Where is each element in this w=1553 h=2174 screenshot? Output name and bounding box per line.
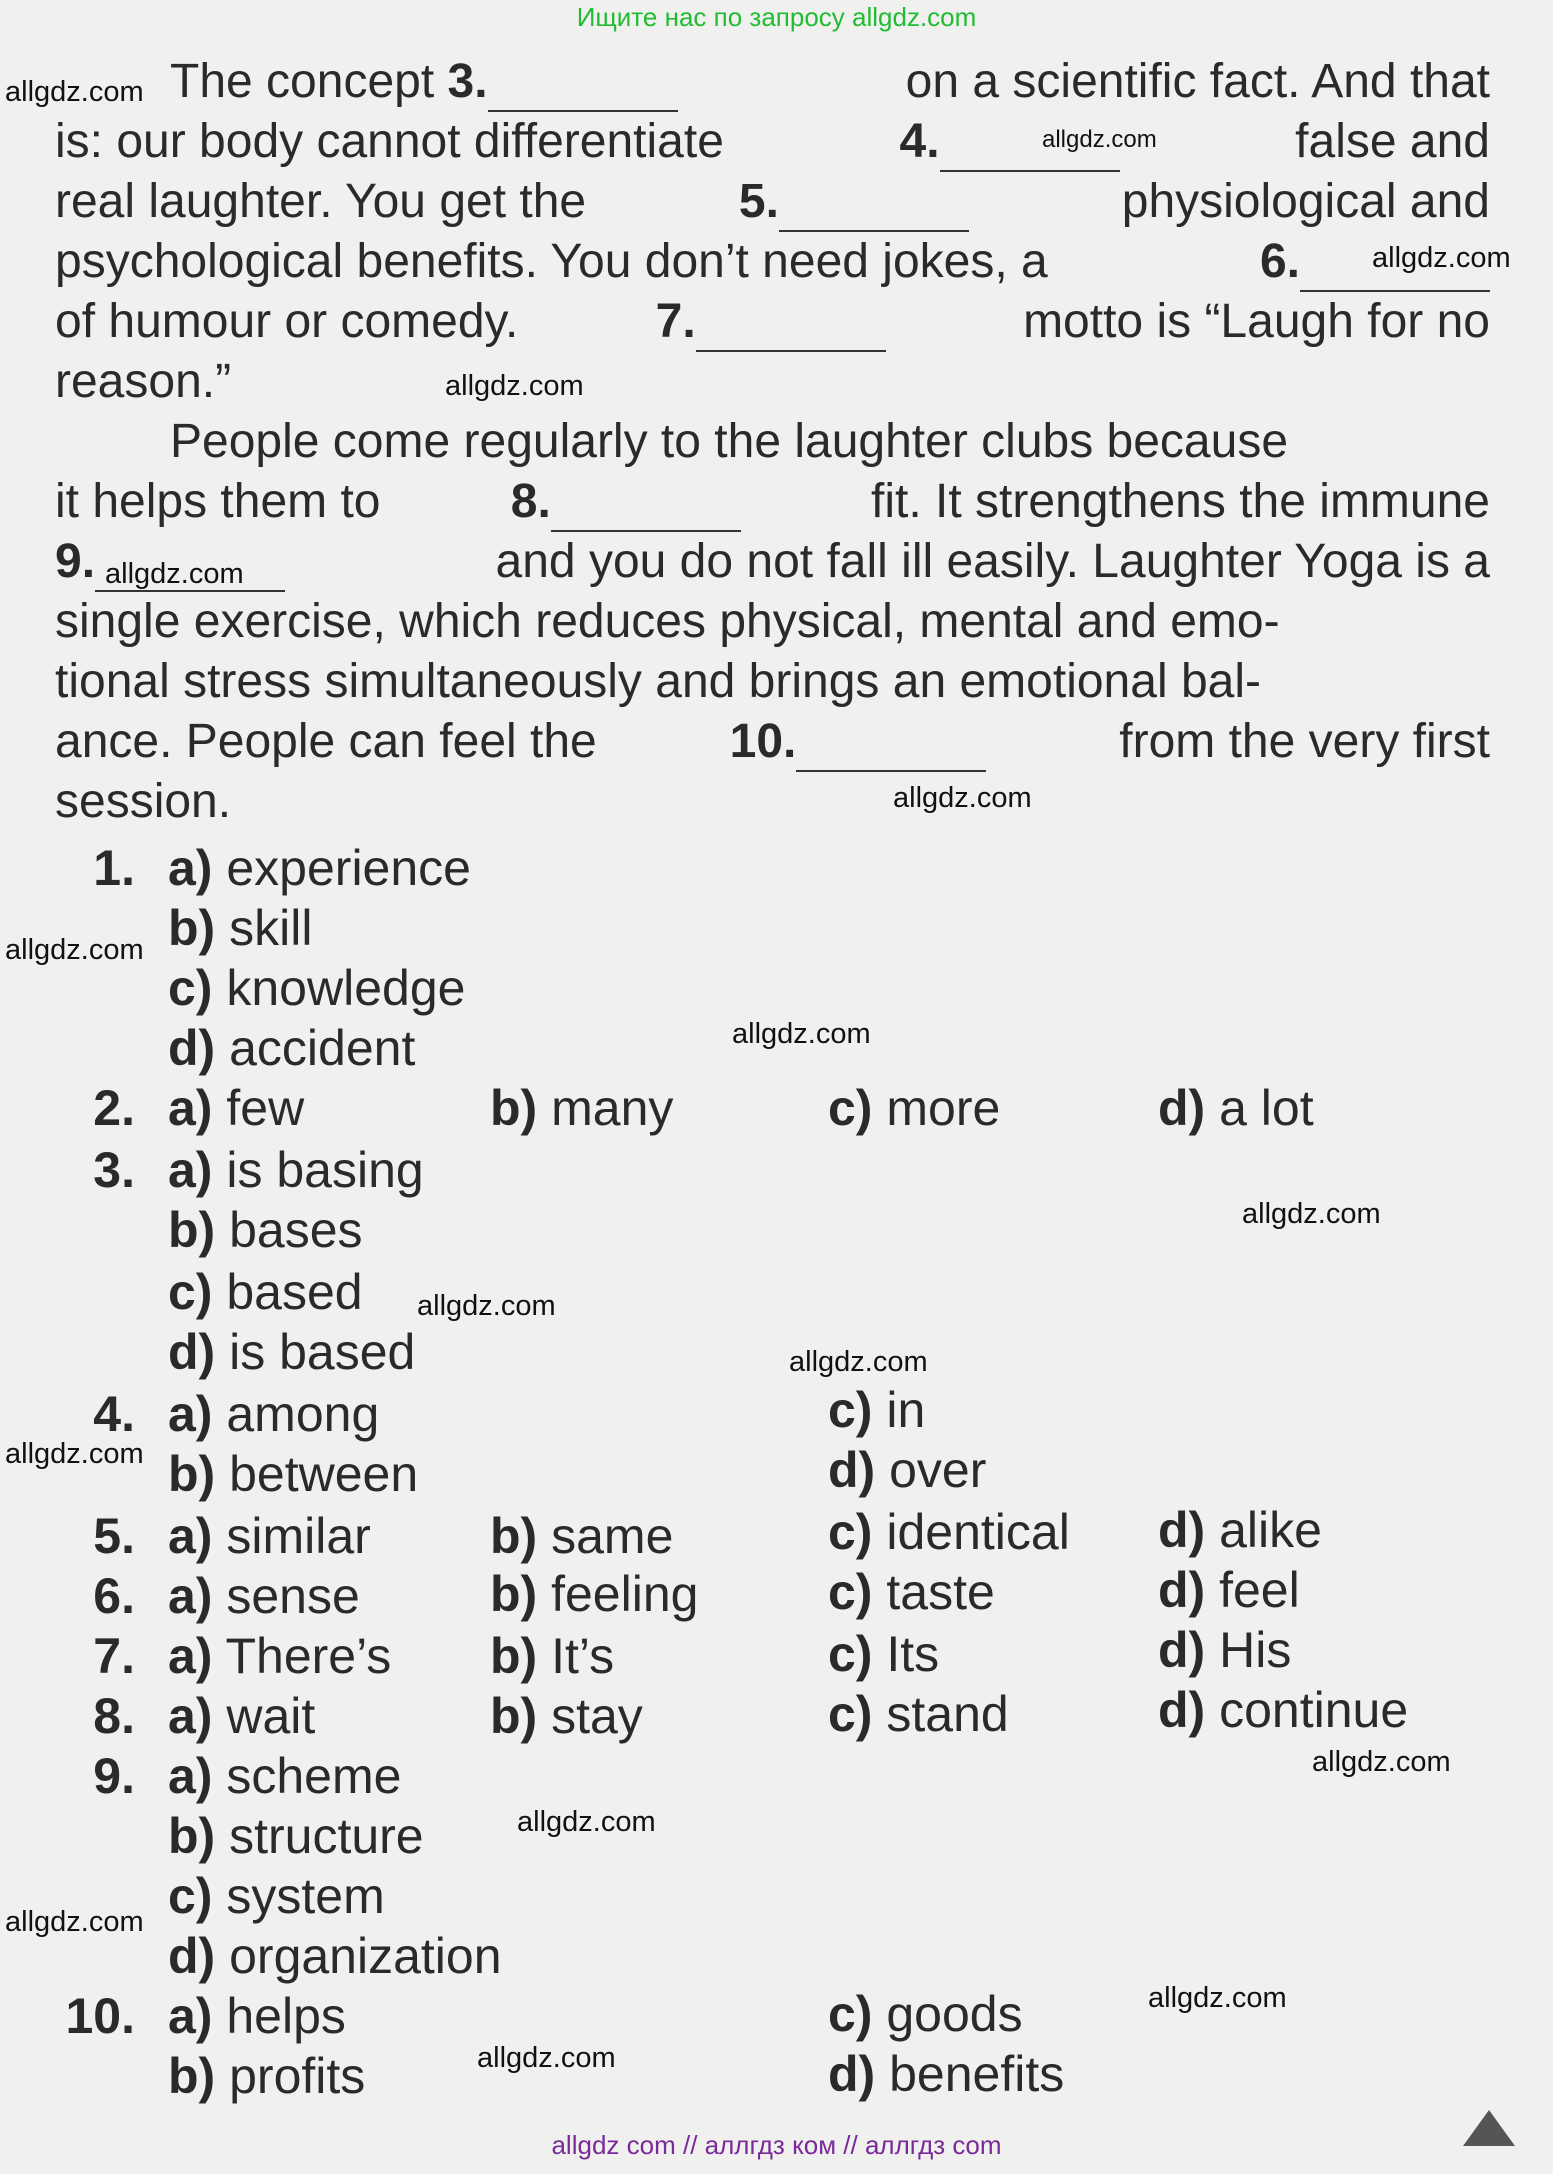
option: b) between <box>168 1446 419 1502</box>
text-line: ance. People can feel the 10. from the very first <box>55 712 1490 772</box>
question-number: 5. <box>93 1508 135 1564</box>
text-line: reason.” <box>55 355 232 408</box>
option: c) Its <box>828 1626 940 1682</box>
option: a) few <box>168 1080 305 1136</box>
question-number: 1. <box>93 840 135 896</box>
top-banner[interactable]: Ищите нас по запросу allgdz.com <box>576 2 977 32</box>
watermark: allgdz.com <box>1372 242 1511 274</box>
text-line: People come regularly to the laughter clubs because <box>170 415 1289 468</box>
watermark: allgdz.com <box>5 1438 144 1470</box>
watermark: allgdz.com <box>893 782 1032 814</box>
option: d) feel <box>1158 1562 1300 1618</box>
watermark: allgdz.com <box>105 558 244 590</box>
option: c) knowledge <box>168 960 466 1016</box>
option: a) scheme <box>168 1748 402 1804</box>
watermark: allgdz.com <box>445 370 584 402</box>
option: c) more <box>828 1080 1001 1136</box>
option: c) goods <box>828 1986 1023 2042</box>
watermark: allgdz.com <box>477 2042 616 2074</box>
option: c) taste <box>828 1564 995 1620</box>
question-number: 9. <box>93 1748 135 1804</box>
watermark: allgdz.com <box>5 934 144 966</box>
question-number: 8. <box>93 1688 135 1744</box>
question-number: 4. <box>93 1386 135 1442</box>
option: d) is based <box>168 1324 416 1380</box>
option: a) similar <box>168 1508 371 1564</box>
watermark: allgdz.com <box>5 1906 144 1938</box>
question-number: 7. <box>93 1628 135 1684</box>
option: c) stand <box>828 1686 1009 1742</box>
question-number: 2. <box>93 1080 135 1136</box>
option: a) sense <box>168 1568 360 1624</box>
text-line: single exercise, which reduces physical, mental and emo- <box>55 595 1280 648</box>
option: d) accident <box>168 1020 416 1076</box>
option: b) profits <box>168 2048 366 2104</box>
option: b) stay <box>490 1688 643 1744</box>
option: c) identical <box>828 1504 1070 1560</box>
option: b) many <box>490 1080 674 1136</box>
option: a) among <box>168 1386 380 1442</box>
option: a) There’s <box>168 1628 392 1684</box>
text-line: The concept 3. on a scientific fact. And that <box>55 52 1490 112</box>
option: d) a lot <box>1158 1080 1314 1136</box>
text-line: is: our body cannot differentiate 4. false and <box>55 112 1490 172</box>
option: d) over <box>828 1442 987 1498</box>
option: a) experience <box>168 840 471 896</box>
text-line: psychological benefits. You don’t need jokes, a 6. <box>55 232 1490 292</box>
question-number: 10. <box>65 1988 135 2044</box>
watermark: allgdz.com <box>517 1806 656 1838</box>
bottom-banner[interactable]: allgdz com // аллгдз ком // аллгдз com <box>551 2130 1002 2160</box>
option: b) structure <box>168 1808 424 1864</box>
watermark: allgdz.com <box>1312 1746 1451 1778</box>
option: b) It’s <box>490 1628 615 1684</box>
option: d) organization <box>168 1928 502 1984</box>
text-line: 9. and you do not fall ill easily. Laughter Yoga is a <box>55 532 1490 592</box>
watermark: allgdz.com <box>417 1290 556 1322</box>
answer-blank <box>551 484 741 532</box>
option: d) His <box>1158 1622 1292 1678</box>
answer-blank <box>488 64 678 112</box>
text-line: it helps them to 8. fit. It strengthens the immune <box>55 472 1490 532</box>
text-line: tional stress simultaneously and brings an emotional bal- <box>55 655 1261 708</box>
watermark: allgdz.com <box>1148 1982 1287 2014</box>
option: d) continue <box>1158 1682 1409 1738</box>
option: c) based <box>168 1264 363 1320</box>
option: b) skill <box>168 900 313 956</box>
watermark: allgdz.com <box>5 76 144 108</box>
question-number: 3. <box>93 1142 135 1198</box>
watermark: allgdz.com <box>732 1018 871 1050</box>
watermark: allgdz.com <box>789 1346 928 1378</box>
option: a) wait <box>168 1688 316 1744</box>
option: a) helps <box>168 1988 346 2044</box>
option: d) benefits <box>828 2046 1065 2102</box>
question-number: 6. <box>93 1568 135 1624</box>
watermark: allgdz.com <box>1242 1198 1381 1230</box>
option: d) alike <box>1158 1502 1322 1558</box>
answer-blank <box>796 724 986 772</box>
option: c) system <box>168 1868 385 1924</box>
text-line: of humour or comedy. 7. motto is “Laugh for no <box>55 292 1490 352</box>
text-line: real laughter. You get the 5. physiological and <box>55 172 1490 232</box>
text-line: session. <box>55 775 232 828</box>
option: b) same <box>490 1508 674 1564</box>
answer-blank <box>696 304 886 352</box>
watermark: allgdz.com <box>1042 126 1157 153</box>
option: b) bases <box>168 1202 363 1258</box>
answer-blank <box>779 184 969 232</box>
option: a) is basing <box>168 1142 424 1198</box>
option: c) in <box>828 1382 926 1438</box>
option: b) feeling <box>490 1566 699 1622</box>
